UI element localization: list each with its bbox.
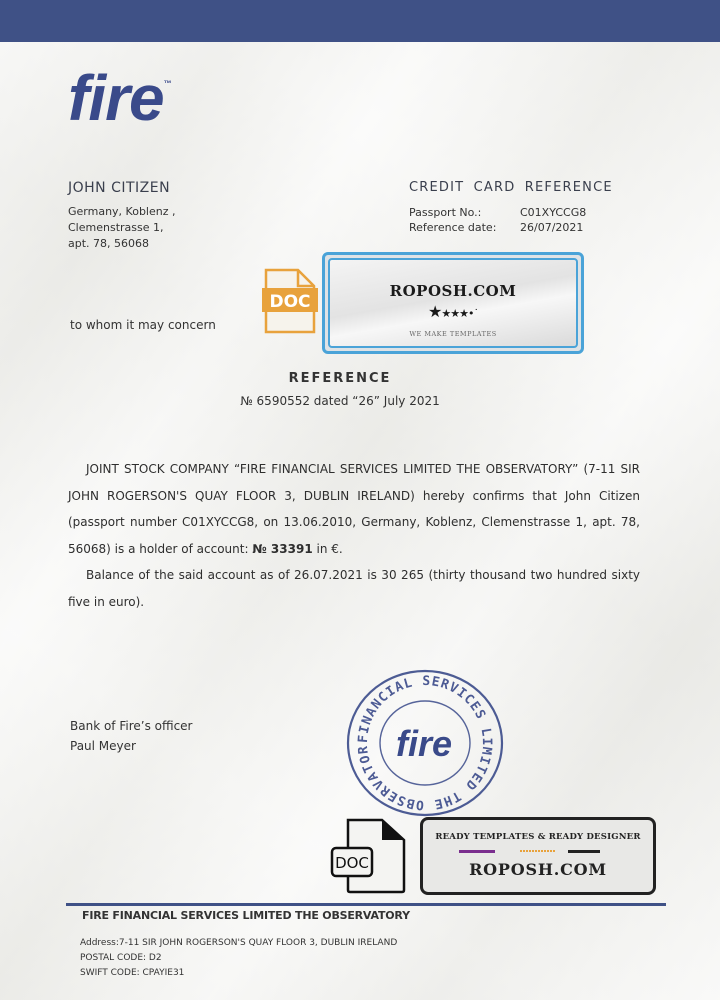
document-heading: REFERENCE (288, 371, 392, 386)
watermark-banner (322, 252, 584, 354)
stamp-ring-text: FINANCIAL SERVICES LIMITED THE OBSERVATOR (355, 673, 495, 813)
client-address-line: Germany, Koblenz , (68, 205, 176, 218)
officer-title: Bank of Fire’s officer (70, 719, 193, 733)
trademark-mark: ™ (163, 79, 171, 88)
footer-details (80, 936, 397, 981)
badge-line-purple (459, 850, 495, 853)
body-text: in €. (312, 541, 343, 556)
header-bar (0, 0, 720, 42)
company-stamp (342, 668, 508, 818)
watermark-inner (328, 258, 578, 348)
badge-title: ROPOSH.COM (469, 860, 607, 879)
body-text: JOINT STOCK COMPANY “FIRE FINANCIAL SERVICES LIMITED THE OBSERVATORY” (7-11 SIR JOHN ROGERSON'S QUAY FLOOR 3, DUBLIN IRELAND) hereby confirms that John Citizen (passport number C01XYCCG8, on 13.06.2010, Germany, Koblenz, Clemenstrasse 1, apt. 78, 56068) is a holder of account: (68, 462, 640, 556)
letter-body (68, 456, 640, 615)
passport-row (409, 206, 586, 219)
watermark-title: ROPOSH.COM (389, 282, 517, 300)
client-address-line: Clemenstrasse 1, (68, 221, 164, 234)
footer-swift-code: SWIFT CODE: CPAYIE31 (80, 968, 185, 978)
footer-company-name: FIRE FINANCIAL SERVICES LIMITED THE OBSERVATORY (82, 909, 410, 922)
reference-date-row (409, 221, 583, 234)
account-number: № 33391 (252, 541, 313, 556)
doc-icon-label: DOC (335, 854, 369, 872)
reference-date-value: 26/07/2021 (520, 221, 584, 234)
footer-address: Address:7-11 SIR JOHN ROGERSON'S QUAY FLOOR 3, DUBLIN IRELAND (80, 938, 398, 948)
stamp-center-logo: fire (395, 723, 453, 764)
badge-line-black (568, 850, 600, 853)
body-paragraph: Balance of the said account as of 26.07.2021 is 30 265 (thirty thousand two hundred sixty five in euro). (68, 568, 640, 609)
badge-color-lines (423, 850, 653, 856)
watermark-subtitle: WE MAKE TEMPLATES (409, 330, 497, 338)
roposh-badge (420, 817, 656, 895)
officer-name: Paul Meyer (70, 739, 136, 753)
badge-line-orange (520, 850, 556, 852)
badge-tagline: READY TEMPLATES & READY DESIGNER (435, 832, 641, 842)
signature-block (70, 716, 193, 756)
body-paragraph (68, 456, 640, 562)
fire-logo (68, 62, 171, 134)
passport-label: Passport No.: (409, 206, 482, 219)
reference-block-title: CREDIT CARD REFERENCE (409, 180, 613, 195)
doc-file-icon (262, 268, 318, 334)
document-number: № 6590552 dated “26” July 2021 (240, 394, 440, 408)
reference-date-label: Reference date: (409, 221, 497, 234)
footer-divider (66, 903, 666, 906)
client-name: JOHN CITIZEN (68, 180, 171, 196)
star-rating-icon: ★★★★•˙ (428, 302, 478, 321)
client-address-line: apt. 78, 56068 (68, 237, 150, 250)
client-address (68, 204, 176, 252)
doc-file-icon (330, 818, 406, 894)
salutation: to whom it may concern (70, 318, 216, 332)
passport-value: C01XYCCG8 (520, 206, 587, 219)
footer-postal-code: POSTAL CODE: D2 (80, 953, 162, 963)
doc-icon-label: DOC (269, 292, 311, 312)
logo-text: fire (68, 62, 164, 134)
